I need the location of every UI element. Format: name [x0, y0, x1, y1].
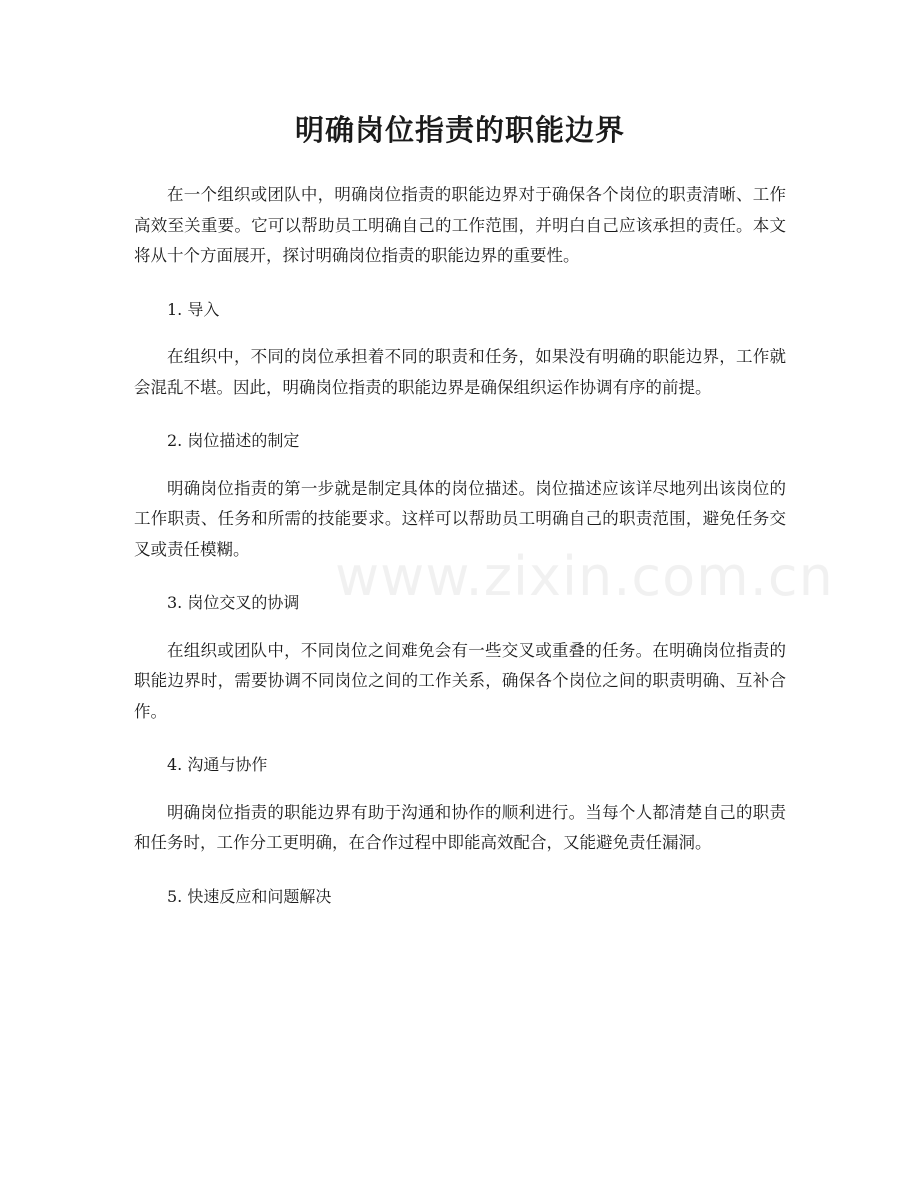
document-title: 明确岗位指责的职能边界 [294, 113, 625, 147]
section-heading: 2. 岗位描述的制定 [167, 431, 300, 450]
watermark: www.zixin.com.cn [335, 545, 834, 608]
intro-paragraph: 在一个组织或团队中，明确岗位指责的职能边界对于确保各个岗位的职责清晰、工作高效至关重要。它可以帮助员工明确自己的工作范围，并明白自己应该承担的责任。本文将从十个方面展开，探讨明确岗位指责的职能边界的重要性。 [134, 185, 786, 265]
section-heading: 5. 快速反应和问题解决 [167, 886, 332, 906]
section-heading: 1. 导入 [167, 299, 220, 319]
section-paragraph: 在组织中，不同的岗位承担着不同的职责和任务，如果没有明确的职能边界，工作就会混乱不堪。因此，明确岗位指责的职能边界是确保组织运作协调有序的前提。 [134, 347, 786, 397]
section-paragraph: 明确岗位指责的职能边界有助于沟通和协作的顺利进行。当每个人都清楚自己的职责和任务时，工作分工更明确，在合作过程中即能高效配合，又能避免责任漏洞。 [134, 802, 786, 852]
section-paragraph: 明确岗位指责的第一步就是制定具体的岗位描述。岗位描述应该详尽地列出该岗位的工作职责、任务和所需的技能要求。这样可以帮助员工明确自己的职责范围，避免任务交叉或责任模糊。 [134, 478, 786, 559]
section-paragraph: 在组织或团队中，不同岗位之间难免会有一些交叉或重叠的任务。在明确岗位指责的职能边界时，需要协调不同岗位之间的工作关系，确保各个岗位之间的职责明确、互补合作。 [134, 640, 786, 721]
section-heading: 4. 沟通与协作 [167, 755, 268, 774]
document-body [134, 180, 786, 912]
section-heading: 3. 岗位交叉的协调 [167, 593, 300, 612]
